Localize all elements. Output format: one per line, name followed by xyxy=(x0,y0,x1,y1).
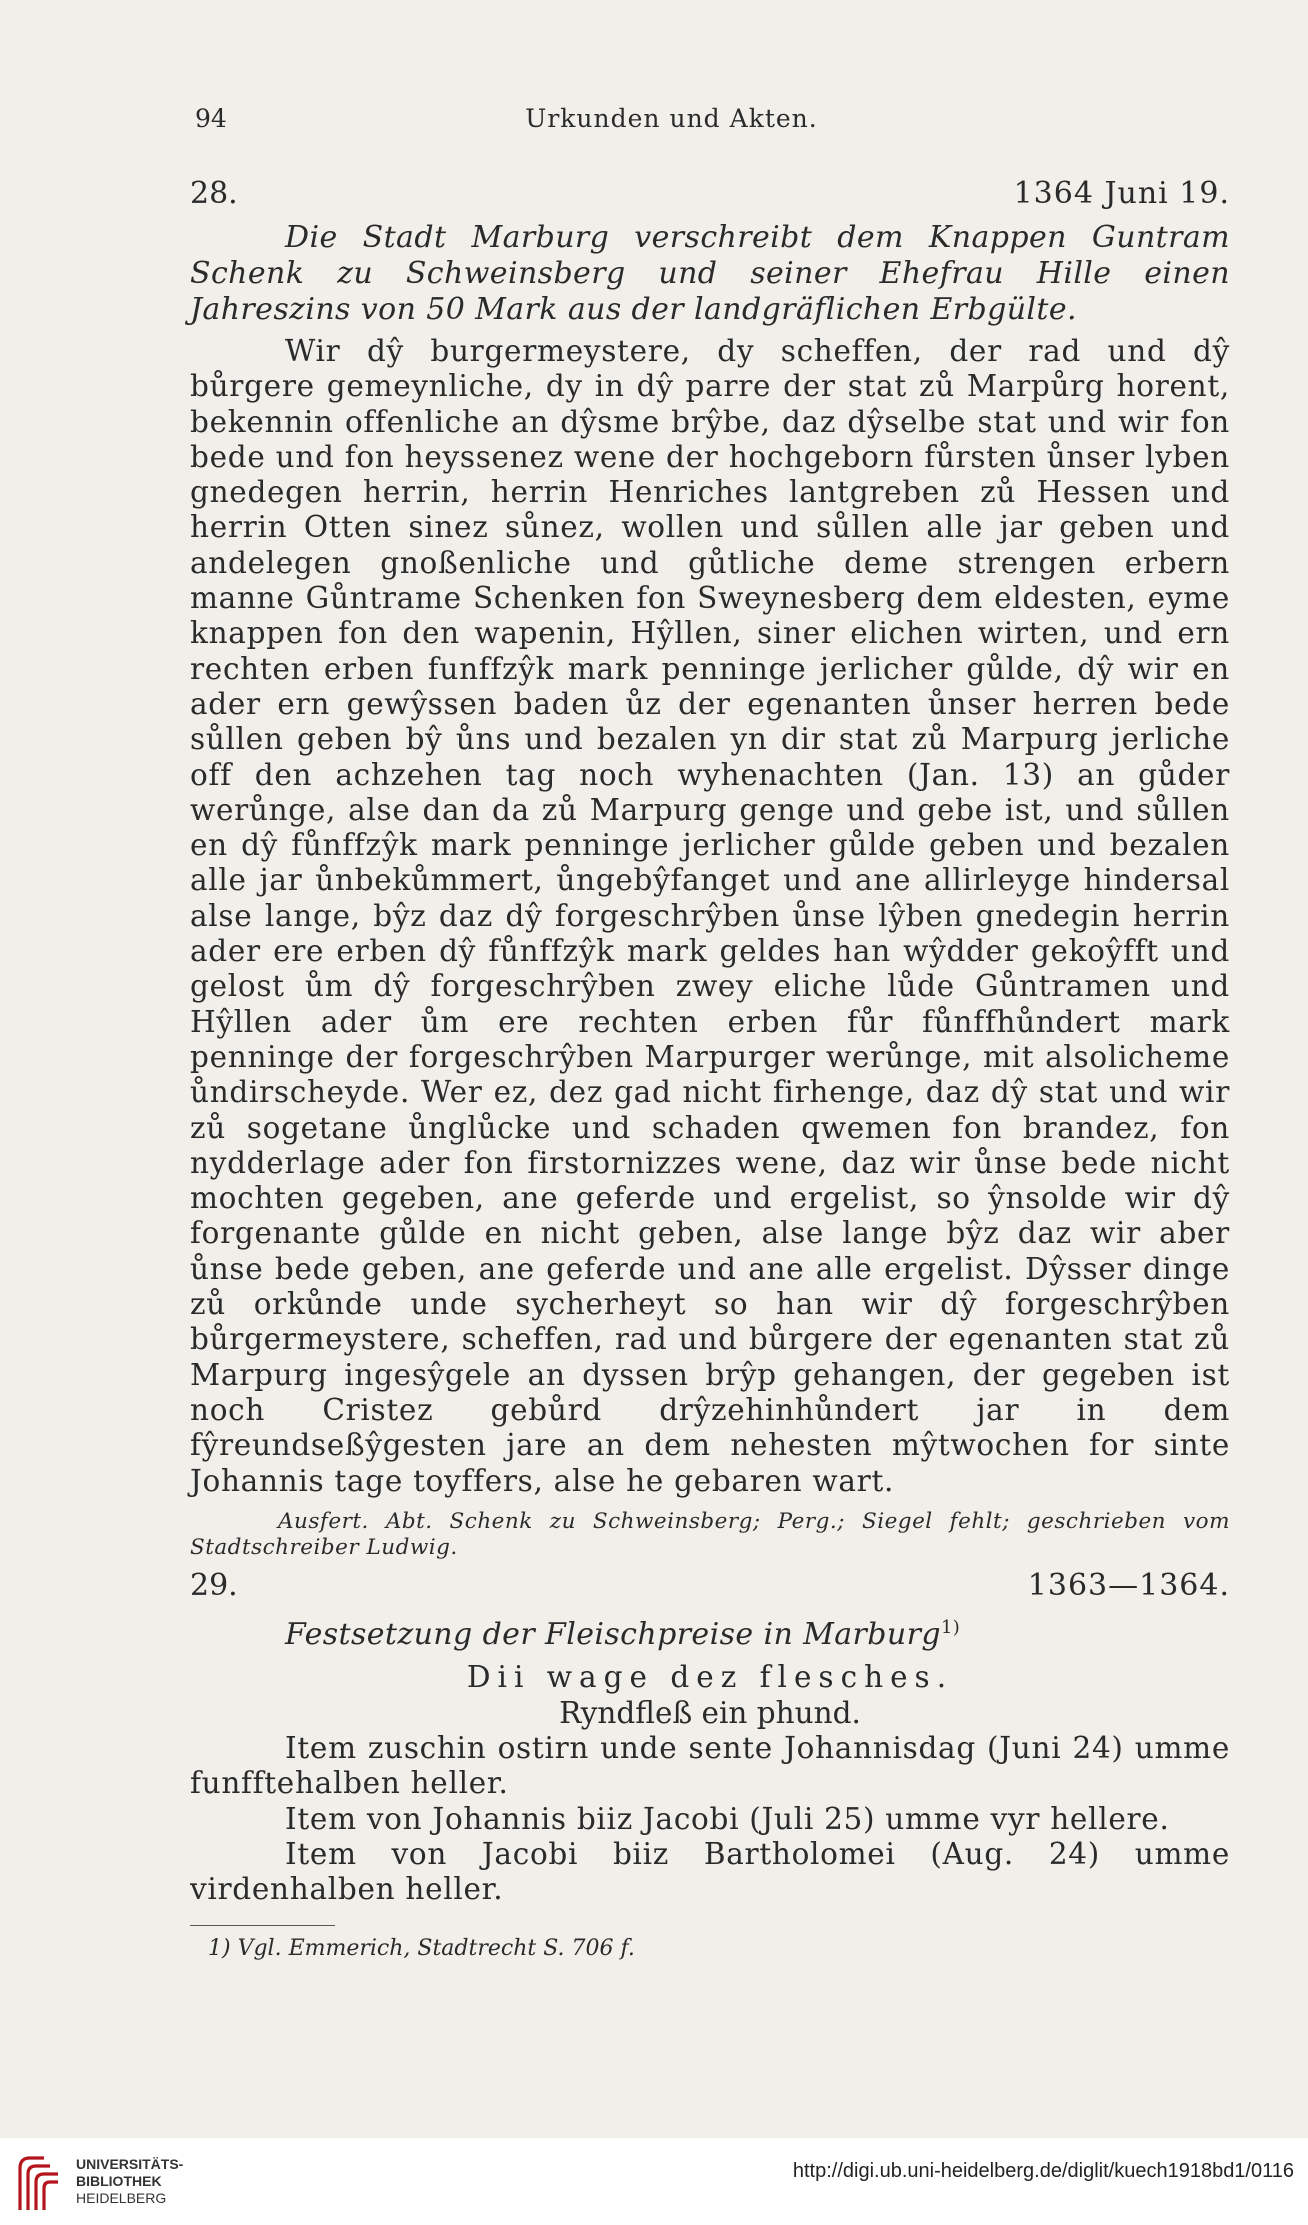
source-note: Ausfert. Abt. Schenk zu Schweinsberg; Perg.; Siegel fehlt; geschrieben vom Stadtschreiber Ludwig. xyxy=(190,1508,1230,1560)
permalink-url[interactable]: http://digi.ub.uni-heidelberg.de/diglit/kuech1918bd1/0116 xyxy=(792,2160,1294,2182)
library-name[interactable] xyxy=(76,2156,183,2207)
price-item: Item zuschin ostirn unde sente Johannisdag (Juni 24) umme funfftehalben heller. xyxy=(190,1731,1230,1801)
library-name-line: HEIDELBERG xyxy=(76,2190,167,2206)
document-28 xyxy=(190,176,1230,1561)
document-number: 28. xyxy=(190,176,238,211)
document-regest: Die Stadt Marburg verschreibt dem Knappen Guntram Schenk zu Schweinsberg und seiner Ehefrau Hille einen Jahreszins von 50 Mark aus der landgräflichen Erbgülte. xyxy=(190,220,1230,327)
section-subheading: Ryndfleß ein phund. xyxy=(559,1696,861,1730)
footnote-rule xyxy=(190,1925,335,1926)
document-number: 29. xyxy=(190,1568,238,1603)
price-item: Item von Johannis biiz Jacobi (Juli 25) umme vyr hellere. xyxy=(285,1801,1170,1836)
document-29 xyxy=(190,1568,1230,1961)
running-title: Urkunden und Akten. xyxy=(525,104,818,133)
section-heading: Dii wage dez flesches. xyxy=(466,1660,954,1694)
document-date: 1363—1364. xyxy=(1027,1568,1230,1603)
document-regest xyxy=(190,1610,1230,1653)
footnote: 1) Vgl. Emmerich, Stadtrecht S. 706 f. xyxy=(208,1936,635,1962)
document-28-header xyxy=(190,176,1230,216)
regest-text: Festsetzung der Fleischpreise in Marburg xyxy=(285,1617,941,1652)
page-number: 94 xyxy=(195,104,227,133)
heidelberg-library-logo-icon[interactable] xyxy=(14,2152,64,2216)
running-head xyxy=(195,104,1148,136)
footnote-reference: 1) xyxy=(940,1617,961,1638)
document-29-header xyxy=(190,1568,1230,1608)
library-name-line: BIBLIOTHEK xyxy=(76,2173,162,2189)
document-date: 1364 Juni 19. xyxy=(1013,176,1230,211)
document-text: Wir dŷ burgermeystere, dy scheffen, der rad und dŷ bůrgere gemeynliche, dy in dŷ parre der stat zů Marpůrg horent, bekennin offenliche an dŷsme brŷbe, daz dŷselbe stat und wir fon bede und fon heyssenez wene der hochgeborn fůrsten ůnser lyben gnedegen herrin, herrin Henriches lantgreben zů Hessen und herrin Otten sinez sůnez, wollen und sůllen alle jar geben und andelegen gnoßenliche und gůtliche deme strengen erbern manne Gůntrame Schenken fon Sweynesberg dem eldesten, eyme knappen fon den wapenin, Hŷllen, siner elichen wirten, und ern rechten erben funffzŷk mark penninge jerlicher gůlde, dŷ wir en ader ern gewŷssen baden ůz der egenanten ůnser herren bede sůllen geben bŷ ůns und bezalen yn dir stat zů Marpurg jerliche off den achzehen tag noch wyhenachten (Jan. 13) an gůder werůnge, alse dan da zů Marpurg genge und gebe ist, und sůllen en dŷ fůnffzŷk mark penninge jerlicher gůlde geben und bezalen alle jar ůnbekůmmert, ůngebŷfanget und ane allirleyge hindersal alse lange, bŷz daz dŷ forgeschrŷben ůnse lŷben gnedegin herrin ader ere erben dŷ fůnffzŷk mark geldes han wŷdder gekoŷfft und gelost ům dŷ forgeschrŷben zwey eliche lůde Gůntramen und Hŷllen ader ům ere rechten erben fůr fůnffhůndert mark penninge der forgeschrŷben Marpurger werůnge, mit alsolicheme ůndirscheyde. Wer ez, dez gad nicht firhenge, daz dŷ stat und wir zů sogetane ůnglůcke und schaden qwemen fon brandez, fon nydderlage ader fon firstornizzes wene, daz wir ůnse bede nicht mochten gegeben, ane geferde und ergelist, so ŷnsolde wir dŷ forgenante gůlde en nicht geben, alse lange bŷz daz wir aber ůnse bede geben, ane geferde und ane alle ergelist. Dŷsser dinge zů orkůnde unde sycherheyt so han wir dŷ forgeschrŷben bůrgermeystere, scheffen, rad und bůrgere der egenanten stat zů Marpurg ingesŷgele an dyssen brŷp gehangen, der gegeben ist noch Cristez gebůrd drŷzehinhůndert jar in dem fŷreundseßŷgesten jare an dem nehesten mŷtwochen for sinte Johannis tage toyffers, alse he gebaren wart. xyxy=(190,334,1230,1498)
library-name-line: UNIVERSITÄTS- xyxy=(76,2156,184,2172)
viewer-footer xyxy=(0,2138,1308,2225)
price-item: Item von Jacobi biiz Bartholomei (Aug. 24) umme virdenhalben heller. xyxy=(190,1836,1230,1907)
